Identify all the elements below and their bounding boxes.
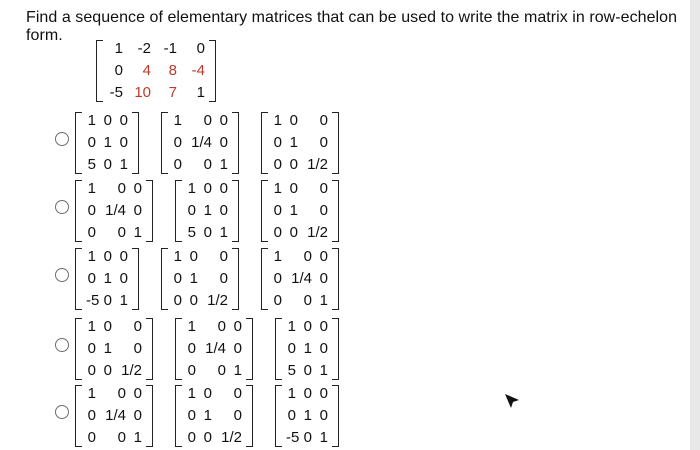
matrix-cell: 0 <box>87 429 96 446</box>
option-3-matrix-3 <box>269 246 331 312</box>
matrix-cell: 1 <box>203 202 212 219</box>
matrix-cell: 1/4 <box>205 340 226 357</box>
matrix-cell: 0 <box>233 340 242 357</box>
matrix-cell: 0 <box>273 270 282 287</box>
matrix-cell: 1 <box>219 224 228 241</box>
matrix-cell: 1 <box>103 270 112 287</box>
matrix-cell: 0 <box>289 112 298 129</box>
matrix-cell: 1/2 <box>307 156 328 173</box>
matrix-cell: 1 <box>87 180 96 197</box>
matrix-cell: 0 <box>87 202 96 219</box>
matrix-cell: 1 <box>287 385 296 402</box>
matrix-cell: -5 <box>86 292 100 309</box>
matrix-cell: 1 <box>273 112 282 129</box>
given-matrix-cell: -2 <box>137 40 151 57</box>
given-matrix-cell: 4 <box>142 62 151 79</box>
matrix-cell: 1 <box>103 340 112 357</box>
matrix-cell: 0 <box>103 318 112 335</box>
option-1-matrix-1 <box>83 110 131 176</box>
matrix-cell: 1 <box>219 156 228 173</box>
matrix-cell: 5 <box>287 362 296 379</box>
matrix-cell: 0 <box>173 156 182 173</box>
matrix-cell: 1 <box>173 248 182 265</box>
matrix-cell: 0 <box>133 407 142 424</box>
option-radio-5[interactable] <box>55 405 69 419</box>
given-matrix-cell: 0 <box>114 62 123 79</box>
matrix-cell: 0 <box>273 202 282 219</box>
matrix-cell: 1/4 <box>291 270 312 287</box>
matrix-cell: 1/2 <box>221 429 242 446</box>
matrix-cell: 0 <box>219 248 228 265</box>
matrix-cell: 1 <box>87 112 96 129</box>
matrix-cell: 0 <box>103 362 112 379</box>
option-5-matrix-1 <box>83 383 145 449</box>
option-radio-1[interactable] <box>55 132 69 146</box>
matrix-cell: 0 <box>319 407 328 424</box>
matrix-cell: 0 <box>303 318 312 335</box>
matrix-cell: 0 <box>87 134 96 151</box>
matrix-cell: 1 <box>173 112 182 129</box>
option-1-matrix-3 <box>269 110 331 176</box>
matrix-cell: 1 <box>303 407 312 424</box>
option-2-matrix-1 <box>83 178 145 244</box>
matrix-cell: 0 <box>319 340 328 357</box>
option-4-matrix-1 <box>83 316 145 382</box>
given-matrix-cell: -5 <box>109 84 123 101</box>
matrix-cell: 0 <box>87 224 96 241</box>
matrix-cell: 5 <box>187 224 196 241</box>
matrix-cell: 1 <box>319 362 328 379</box>
matrix-cell: 0 <box>273 134 282 151</box>
matrix-cell: 5 <box>87 156 96 173</box>
matrix-cell: 0 <box>217 362 226 379</box>
matrix-cell: 1 <box>289 134 298 151</box>
matrix-cell: 1 <box>233 362 242 379</box>
matrix-cell: 0 <box>233 385 242 402</box>
matrix-cell: 0 <box>219 112 228 129</box>
option-4-matrix-3 <box>283 316 331 382</box>
matrix-cell: 0 <box>117 224 126 241</box>
matrix-cell: 0 <box>273 292 282 309</box>
matrix-cell: 0 <box>103 248 112 265</box>
option-4-matrix-2 <box>183 316 245 382</box>
matrix-cell: 0 <box>203 156 212 173</box>
given-matrix-cell: -1 <box>163 40 177 57</box>
matrix-cell: 0 <box>219 180 228 197</box>
matrix-cell: 0 <box>219 134 228 151</box>
given-matrix-cell: 7 <box>168 84 177 101</box>
option-radio-3[interactable] <box>55 268 69 282</box>
matrix-cell: 0 <box>203 112 212 129</box>
option-1-matrix-2 <box>169 110 231 176</box>
matrix-cell: 0 <box>273 224 282 241</box>
matrix-cell: 0 <box>319 112 328 129</box>
matrix-cell: 1 <box>119 292 128 309</box>
matrix-cell: 0 <box>303 385 312 402</box>
matrix-cell: 0 <box>103 292 112 309</box>
question-text: Find a sequence of elementary matrices that can be used to write the matrix in row-echelon form. <box>26 9 678 44</box>
matrix-cell: 0 <box>319 202 328 219</box>
matrix-cell: 0 <box>289 156 298 173</box>
option-radio-2[interactable] <box>55 200 69 214</box>
matrix-cell: 0 <box>273 156 282 173</box>
matrix-cell: 1 <box>203 407 212 424</box>
matrix-cell: 1 <box>303 340 312 357</box>
matrix-cell: 1 <box>87 248 96 265</box>
matrix-cell: 0 <box>233 407 242 424</box>
matrix-cell: 0 <box>133 385 142 402</box>
matrix-cell: 0 <box>203 385 212 402</box>
option-2-matrix-2 <box>183 178 231 244</box>
option-3-matrix-2 <box>169 246 231 312</box>
matrix-cell: 1 <box>189 270 198 287</box>
given-matrix-cell: -4 <box>191 62 205 79</box>
matrix-cell: 0 <box>119 248 128 265</box>
option-5-matrix-3 <box>283 383 331 449</box>
matrix-cell: 0 <box>119 134 128 151</box>
matrix-cell: 0 <box>119 112 128 129</box>
matrix-cell: 0 <box>319 180 328 197</box>
option-5-matrix-2 <box>183 383 245 449</box>
matrix-cell: 0 <box>133 340 142 357</box>
matrix-cell: 1 <box>119 156 128 173</box>
matrix-cell: 0 <box>187 407 196 424</box>
matrix-cell: 0 <box>303 248 312 265</box>
given-matrix-cell: 0 <box>196 40 205 57</box>
option-3-matrix-1 <box>83 246 131 312</box>
given-matrix-cell: 1 <box>114 40 123 57</box>
matrix-cell: 0 <box>189 292 198 309</box>
matrix-cell: 1 <box>287 318 296 335</box>
matrix-cell: 0 <box>319 385 328 402</box>
matrix-cell: 0 <box>319 134 328 151</box>
matrix-cell: 0 <box>319 248 328 265</box>
matrix-cell: 1/2 <box>307 224 328 241</box>
matrix-cell: 1 <box>187 180 196 197</box>
matrix-cell: 1/4 <box>105 202 126 219</box>
matrix-cell: -5 <box>286 429 300 446</box>
matrix-cell: 1 <box>319 429 328 446</box>
given-matrix-cell: 10 <box>134 84 151 101</box>
matrix-cell: 0 <box>287 340 296 357</box>
matrix-cell: 0 <box>187 429 196 446</box>
matrix-cell: 0 <box>133 318 142 335</box>
matrix-cell: 0 <box>87 362 96 379</box>
matrix-cell: 0 <box>303 292 312 309</box>
matrix-cell: 0 <box>133 202 142 219</box>
matrix-cell: 0 <box>173 134 182 151</box>
given-matrix <box>104 38 208 104</box>
matrix-cell: 1 <box>289 202 298 219</box>
matrix-cell: 0 <box>219 270 228 287</box>
matrix-cell: 0 <box>303 429 312 446</box>
matrix-cell: 0 <box>87 270 96 287</box>
option-2-matrix-3 <box>269 178 331 244</box>
matrix-cell: 1 <box>187 318 196 335</box>
matrix-cell: 0 <box>173 292 182 309</box>
matrix-cell: 0 <box>119 270 128 287</box>
matrix-cell: 0 <box>289 180 298 197</box>
matrix-cell: 0 <box>173 270 182 287</box>
matrix-cell: 0 <box>319 270 328 287</box>
matrix-cell: 0 <box>87 407 96 424</box>
matrix-cell: 0 <box>133 180 142 197</box>
matrix-cell: 1 <box>133 224 142 241</box>
matrix-cell: 0 <box>103 112 112 129</box>
matrix-cell: 0 <box>289 224 298 241</box>
mouse-pointer-icon <box>503 392 523 412</box>
matrix-cell: 0 <box>203 180 212 197</box>
matrix-cell: 0 <box>217 318 226 335</box>
matrix-cell: 0 <box>319 318 328 335</box>
matrix-cell: 0 <box>187 202 196 219</box>
given-matrix-cell: 1 <box>196 84 205 101</box>
matrix-cell: 1 <box>187 385 196 402</box>
matrix-cell: 0 <box>287 407 296 424</box>
matrix-cell: 0 <box>187 362 196 379</box>
matrix-cell: 1 <box>273 180 282 197</box>
given-matrix-cell: 8 <box>168 62 177 79</box>
matrix-cell: 0 <box>203 224 212 241</box>
matrix-cell: 0 <box>233 318 242 335</box>
matrix-cell: 0 <box>219 202 228 219</box>
matrix-cell: 0 <box>117 385 126 402</box>
matrix-cell: 1/2 <box>121 362 142 379</box>
matrix-cell: 0 <box>117 429 126 446</box>
matrix-cell: 1 <box>103 134 112 151</box>
matrix-cell: 0 <box>117 180 126 197</box>
matrix-cell: 0 <box>203 429 212 446</box>
matrix-cell: 0 <box>87 340 96 357</box>
matrix-cell: 1 <box>87 385 96 402</box>
matrix-cell: 1 <box>319 292 328 309</box>
matrix-cell: 1/4 <box>105 407 126 424</box>
matrix-cell: 1 <box>87 318 96 335</box>
matrix-cell: 1 <box>133 429 142 446</box>
matrix-cell: 0 <box>187 340 196 357</box>
matrix-cell: 1/2 <box>207 292 228 309</box>
matrix-cell: 1 <box>273 248 282 265</box>
matrix-cell: 0 <box>103 156 112 173</box>
option-radio-4[interactable] <box>55 338 69 352</box>
matrix-cell: 0 <box>189 248 198 265</box>
matrix-cell: 1/4 <box>191 134 212 151</box>
matrix-cell: 0 <box>303 362 312 379</box>
